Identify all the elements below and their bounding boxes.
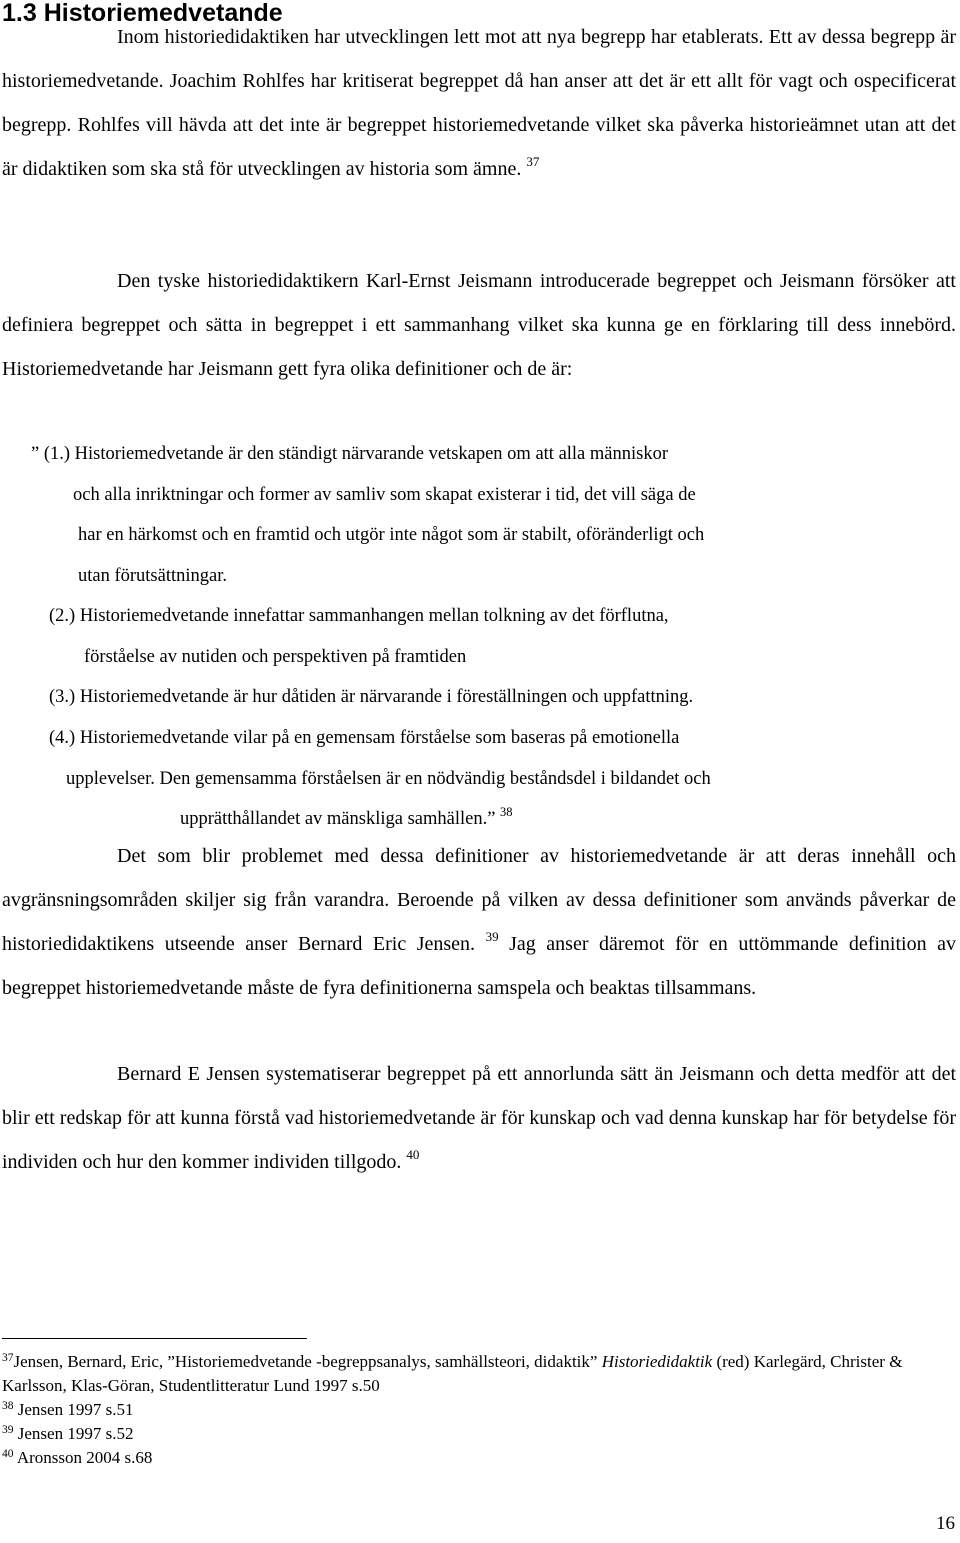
footnote-ref: 38 bbox=[500, 805, 513, 819]
quote-line: ” (1.) Historiemedvetande är den ständigt närvarande vetskapen om att alla människor bbox=[31, 444, 668, 464]
footnote-text: (red) Karlegärd, Christer & Karlsson, Klas-Göran, Studentlitteratur Lund 1997 s.50 bbox=[2, 1352, 903, 1395]
paragraph-rohlfes bbox=[2, 15, 956, 191]
footnote-number: 38 bbox=[2, 1400, 14, 1412]
footnote-40 bbox=[2, 1446, 956, 1470]
quote-line: (2.) Historiemedvetande innefattar sammanhangen mellan tolkning av det förflutna, bbox=[49, 606, 669, 626]
footnote-separator bbox=[2, 1338, 307, 1339]
footnote-number: 40 bbox=[2, 1448, 14, 1460]
footnote-number: 39 bbox=[2, 1424, 14, 1436]
quote-line: och alla inriktningar och former av samliv som skapat existerar i tid, det vill säga de bbox=[73, 485, 696, 505]
paragraph-text: Bernard E Jensen systematiserar begreppet på ett annorlunda sätt än Jeismann och detta medför att det blir ett redskap för att kunna förstå vad historiemedvetande är för kunskap och vad denna kunskap har för betydelse för individen och hur den kommer individen tillgodo. bbox=[2, 1063, 956, 1173]
footnote-39 bbox=[2, 1422, 956, 1446]
footnote-number: 37 bbox=[2, 1352, 14, 1364]
quote-line: förståelse av nutiden och perspektiven på framtiden bbox=[84, 647, 467, 667]
footnote-ref: 39 bbox=[485, 929, 499, 944]
footnote-ref: 40 bbox=[406, 1147, 420, 1162]
page-number: 16 bbox=[936, 1513, 955, 1534]
quote-line: (3.) Historiemedvetande är hur dåtiden är närvarande i föreställningen och uppfattning. bbox=[49, 687, 694, 707]
footnote-text: Jensen 1997 s.52 bbox=[17, 1424, 134, 1443]
footnote-ref: 37 bbox=[526, 154, 540, 169]
quote-line: upplevelser. Den gemensamma förståelsen är en nödvändig beståndsdel i bildandet och bbox=[66, 769, 711, 789]
footnote-text: Jensen 1997 s.51 bbox=[17, 1400, 134, 1419]
paragraph-text: Inom historiedidaktiken har utvecklingen lett mot att nya begrepp har etablerats. Ett av dessa begrepp är historiemedvetande. Joachim Rohlfes har kritiserat begreppet då han anser att det är ett allt för vagt och ospecificerat begrepp. Rohlfes vill hävda att det inte är begreppet historiemedvetande vilket ska påverka historieämnet utan att det är didaktiken som ska stå för utvecklingen av historia som ämne. bbox=[2, 26, 956, 180]
paragraph-jensen bbox=[2, 1052, 956, 1184]
section-heading: 1.3 Historiemedvetande bbox=[2, 0, 283, 27]
footnote-text: Jensen, Bernard, Eric, ”Historiemedvetande -begreppsanalys, samhällsteori, didaktik” bbox=[13, 1352, 598, 1371]
quote-line: (4.) Historiemedvetande vilar på en gemensam förståelse som baseras på emotionella bbox=[49, 728, 680, 748]
quote-text: upprätthållandet av mänskliga samhällen.” bbox=[180, 809, 496, 829]
footnote-37 bbox=[2, 1350, 956, 1398]
footnotes bbox=[2, 1350, 956, 1470]
paragraph-jeismann: Den tyske historiedidaktikern Karl-Ernst Jeismann introducerade begreppet och Jeismann försöker att definiera begreppet och sätta in begreppet i ett sammanhang vilket ska kunna ge en förklaring till dess innebörd. Historiemedvetande har Jeismann gett fyra olika definitioner och de är: bbox=[2, 270, 956, 380]
paragraph-text: Det som blir problemet med dessa definitioner av historiemedvetande är att deras innehåll och avgränsningsområden skiljer sig från varandra. Beroende på vilken av dessa definitioner som används påverkar de historiedidaktikens utseende anser Bernard Eric Jensen. bbox=[2, 845, 956, 955]
quote-line: utan förutsättningar. bbox=[78, 566, 227, 586]
footnote-italic: Historiedidaktik bbox=[601, 1352, 713, 1371]
footnote-text: Aronsson 2004 s.68 bbox=[16, 1448, 153, 1467]
paragraph-text: Jag anser däremot för en uttömmande definition av begreppet historiemedvetande måste de fyra definitionerna samspela och beaktas tillsammans. bbox=[2, 933, 957, 999]
quote-line: har en härkomst och en framtid och utgör inte något som är stabilt, oföränderligt och bbox=[78, 525, 705, 545]
paragraph-problem bbox=[2, 834, 956, 1010]
footnote-38 bbox=[2, 1398, 956, 1422]
